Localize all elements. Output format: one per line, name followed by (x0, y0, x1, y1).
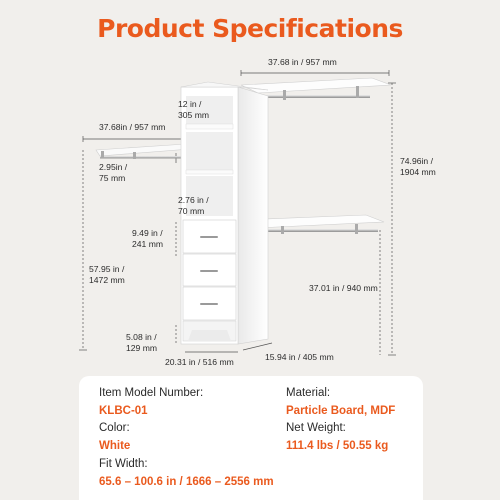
spec-card (79, 376, 423, 500)
spec-fit-width (99, 457, 274, 489)
spec-color (99, 421, 130, 453)
dim-drawer-height: 9.49 in / 241 mm (132, 228, 164, 249)
spec-color-value: White (99, 440, 131, 452)
dim-top-shelf-width: 37.68 in / 957 mm (268, 57, 337, 67)
dim-left-height: 57.95 in / 1472 mm (89, 264, 125, 285)
spec-fit-label: Fit Width: (99, 458, 148, 470)
dim-base-height: 5.08 in / 129 mm (126, 332, 158, 353)
spec-model (99, 386, 203, 418)
spec-material (286, 386, 395, 418)
dim-left-shelf-width: 37.68in / 957 mm (99, 122, 166, 132)
page-title: Product Specifications (97, 14, 403, 43)
dim-right-rod-height: 37.01 in / 940 mm (309, 283, 378, 293)
spec-weight (286, 421, 388, 453)
spec-weight-value: 111.4 lbs / 50.55 kg (286, 440, 389, 452)
spec-material-label: Material: (286, 387, 331, 399)
spec-model-label: Item Model Number: (99, 387, 204, 399)
spec-weight-label: Net Weight: (286, 422, 346, 434)
dim-top-gap: 12 in / 305 mm (178, 99, 210, 120)
dim-tower-depth: 15.94 in / 405 mm (265, 352, 334, 362)
dim-divider-gap: 2.76 in / 70 mm (178, 195, 209, 216)
spec-material-value: Particle Board, MDF (286, 405, 396, 417)
spec-color-label: Color: (99, 422, 130, 434)
left-shelf (96, 144, 190, 159)
spec-fit-value: 65.6 – 100.6 in / 1666 – 2556 mm (99, 476, 274, 488)
spec-model-value: KLBC-01 (99, 405, 148, 417)
dim-total-height: 74.96in / 1904 mm (400, 156, 436, 177)
dim-shelf-thickness: 2.95in / 75 mm (99, 162, 128, 183)
dim-tower-width: 20.31 in / 516 mm (165, 357, 234, 367)
